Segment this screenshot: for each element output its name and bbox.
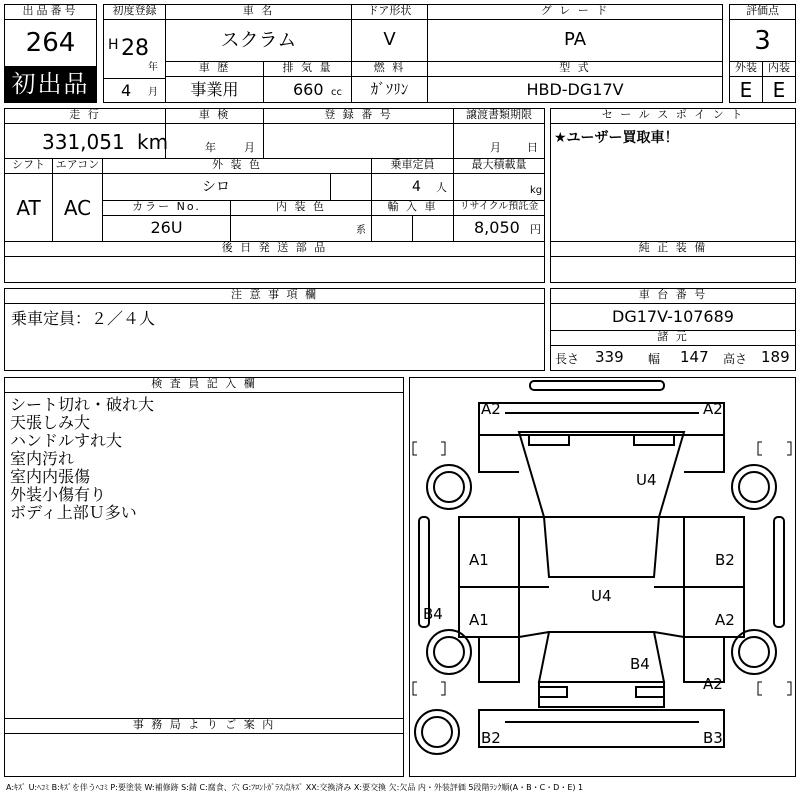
door-label: ドア形状 [351, 4, 428, 20]
first-reg-label: 初度登録 [103, 4, 166, 20]
caution-label: 注 意 事 項 欄 [4, 288, 545, 304]
damage-mark: A2 [481, 400, 501, 418]
first-reg-year: 28 [121, 36, 149, 61]
import-label: 輸 入 車 [371, 200, 454, 216]
chassis-label: 車 台 番 号 [550, 288, 796, 304]
bracket-left-1b [441, 442, 445, 455]
width: 147 [680, 348, 709, 366]
sales-point-text: ★ユーザー買取車！ [554, 130, 679, 146]
left-rear-door [459, 587, 519, 637]
damage-mark: A2 [715, 611, 735, 629]
inspector-note: ハンドルすれ大 [10, 431, 123, 450]
wiper-right [634, 435, 674, 445]
interior-color-unit: 系 [356, 225, 366, 236]
specs-box [550, 345, 796, 371]
damage-mark: B3 [703, 729, 723, 747]
rule [263, 123, 264, 159]
history: 事業用 [190, 80, 239, 99]
length-label: 長さ [555, 352, 580, 366]
rear-lamp-left [539, 687, 567, 697]
fuel-label: 燃 料 [351, 61, 428, 77]
max-load-label: 最大積載量 [453, 158, 545, 174]
inspector-note: 室内汚れ [10, 449, 75, 468]
rule [330, 173, 331, 200]
damage-mark: A2 [703, 675, 723, 693]
inspection-year-unit: 年 [205, 141, 216, 154]
rule [412, 215, 413, 241]
max-load-unit: kg [530, 185, 543, 196]
bracket-right-1b [787, 442, 791, 455]
reg-no-label: 登 録 番 号 [263, 108, 454, 124]
shift: AT [16, 196, 41, 220]
first-reg-month: 4 [121, 81, 132, 100]
car-name-label: 車 名 [165, 4, 352, 20]
transfer-month-unit: 月 [490, 141, 501, 154]
front-right-wheel-inner [739, 472, 769, 502]
mileage-unit: km [137, 130, 169, 154]
front-outline [479, 403, 724, 435]
fuel: ｶﾞｿﾘﾝ [370, 80, 409, 98]
damage-mark: A2 [703, 400, 723, 418]
lot-no-label: 出品番号 [4, 4, 97, 20]
recycle-fee: 8,050 [474, 218, 520, 237]
bracket-left-2b [441, 682, 445, 695]
specs-label: 諸 元 [550, 330, 796, 346]
later-parts-label: 後 日 発 送 部 品 [4, 241, 545, 257]
chassis-number: DG17V-107689 [612, 307, 734, 326]
interior-color-label: 内 装 色 [230, 200, 372, 216]
interior-label: 内装 [762, 61, 796, 77]
damage-mark: B2 [715, 551, 735, 569]
damage-mark: B2 [481, 729, 501, 747]
month-unit: 月 [148, 87, 158, 98]
damage-mark: U4 [591, 587, 612, 605]
bracket-left-1 [413, 442, 417, 455]
recycle-unit: 円 [530, 223, 541, 236]
year-unit: 年 [148, 62, 158, 73]
office-box [4, 733, 404, 777]
inspector-note: ボディ上部Ｕ多い [10, 503, 137, 522]
length: 339 [595, 348, 624, 366]
displacement: 660 [293, 80, 324, 99]
rear-right-wheel-inner [739, 637, 769, 667]
wiper-left [529, 435, 569, 445]
right-skirt [774, 517, 784, 627]
first-listing-badge [4, 66, 97, 103]
color-no: 26U [150, 218, 183, 237]
genuine-label: 純 正 装 備 [550, 241, 796, 257]
left-front-door [459, 517, 519, 587]
exterior-label: 外装 [729, 61, 763, 77]
history-label: 車 歴 [165, 61, 264, 77]
ac-label: エアコン [52, 158, 103, 174]
inspector-note: 外装小傷有り [10, 485, 107, 504]
right-front-edge [684, 435, 724, 472]
displacement-label: 排 気 量 [263, 61, 352, 77]
right-rear-door [684, 587, 744, 637]
door-type: V [383, 29, 396, 50]
transfer-day-unit: 日 [527, 141, 538, 154]
car-diagram-drawing [409, 377, 796, 777]
spare-wheel-inner [422, 717, 452, 747]
capacity-label: 乗車定員 [371, 158, 454, 174]
damage-mark: B4 [630, 655, 650, 673]
inspection-label: 車 検 [165, 108, 264, 124]
damage-mark: B4 [423, 605, 443, 623]
color-label: 外 装 色 [102, 158, 372, 174]
ac: AC [63, 196, 92, 220]
inspector-note: シート切れ・破れ大 [10, 395, 155, 414]
lot-no: 264 [25, 28, 76, 58]
grade: PA [563, 29, 587, 50]
front-bumper [530, 381, 664, 390]
rule [103, 78, 166, 79]
model-label: 型 式 [427, 61, 723, 77]
damage-mark: A1 [469, 611, 489, 629]
inspector-notes [10, 396, 154, 522]
mileage-label: 走 行 [4, 108, 166, 124]
damage-mark: A1 [469, 551, 489, 569]
rear-left-wheel-inner [434, 637, 464, 667]
right-front-door [684, 517, 744, 587]
left-front-edge [479, 435, 519, 472]
inspector-note: 天張しみ大 [10, 413, 91, 432]
inspector-label: 検 査 員 記 入 欄 [4, 377, 404, 393]
grade-label: グ レ ー ド [427, 4, 723, 20]
office-label: 事 務 局 よ り ご 案 内 [4, 718, 404, 734]
legend-footer: A:ｷｽﾞ U:ﾍｺﾐ B:ｷｽﾞを伴うﾍｺﾐ P:要塗装 W:補修跡 S:錆 C:腐食、穴 G:ﾌﾛﾝﾄｶﾞﾗｽ点ｷｽﾞ XX:交換済み X:要交換 欠:欠品 内・外装評価 5段階ﾗﾝｸ順(A・B・C・D・E) 1 [6, 783, 584, 792]
era: H [108, 37, 119, 53]
bracket-left-2 [413, 682, 417, 695]
damage-mark: U4 [636, 471, 657, 489]
rear-bumper [479, 710, 724, 747]
width-label: 幅 [648, 352, 661, 366]
capacity-unit: 人 [436, 181, 447, 194]
mileage: 331,051 [42, 130, 125, 154]
car-name: スクラム [220, 29, 297, 51]
bracket-right-1 [758, 442, 762, 455]
recycle-label: リサイクル預託金 [453, 200, 545, 216]
rear-lamp-right [636, 687, 664, 697]
height-label: 高さ [723, 352, 748, 366]
transfer-label: 譲渡書類期限 [453, 108, 545, 124]
score-label: 評価点 [729, 4, 796, 20]
model: HBD-DG17V [526, 80, 624, 99]
interior-grade: E [772, 78, 786, 102]
rear-gate [539, 682, 664, 707]
inspection-month-unit: 月 [244, 141, 255, 154]
genuine-box [550, 256, 796, 283]
body-color: シロ [202, 179, 230, 195]
roof [544, 517, 659, 577]
shift-label: シフト [4, 158, 53, 174]
displacement-unit: cc [331, 87, 342, 98]
left-rear-quarter [479, 637, 519, 682]
height: 189 [761, 348, 790, 366]
first-listing-text: 初出品 [11, 70, 90, 98]
front-left-wheel-inner [434, 472, 464, 502]
bracket-right-2 [758, 682, 762, 695]
score: 3 [754, 26, 771, 56]
inspector-note: 室内内張傷 [10, 467, 91, 486]
bracket-right-2b [787, 682, 791, 695]
sales-point-label: セ ー ル ス ポ イ ン ト [550, 108, 796, 124]
rule [453, 123, 454, 159]
caution-text: 乗車定員：２／４人 [11, 309, 156, 328]
color-no-label: カラー No. [102, 200, 231, 216]
exterior-grade: E [739, 78, 753, 102]
capacity: 4 [412, 179, 421, 195]
